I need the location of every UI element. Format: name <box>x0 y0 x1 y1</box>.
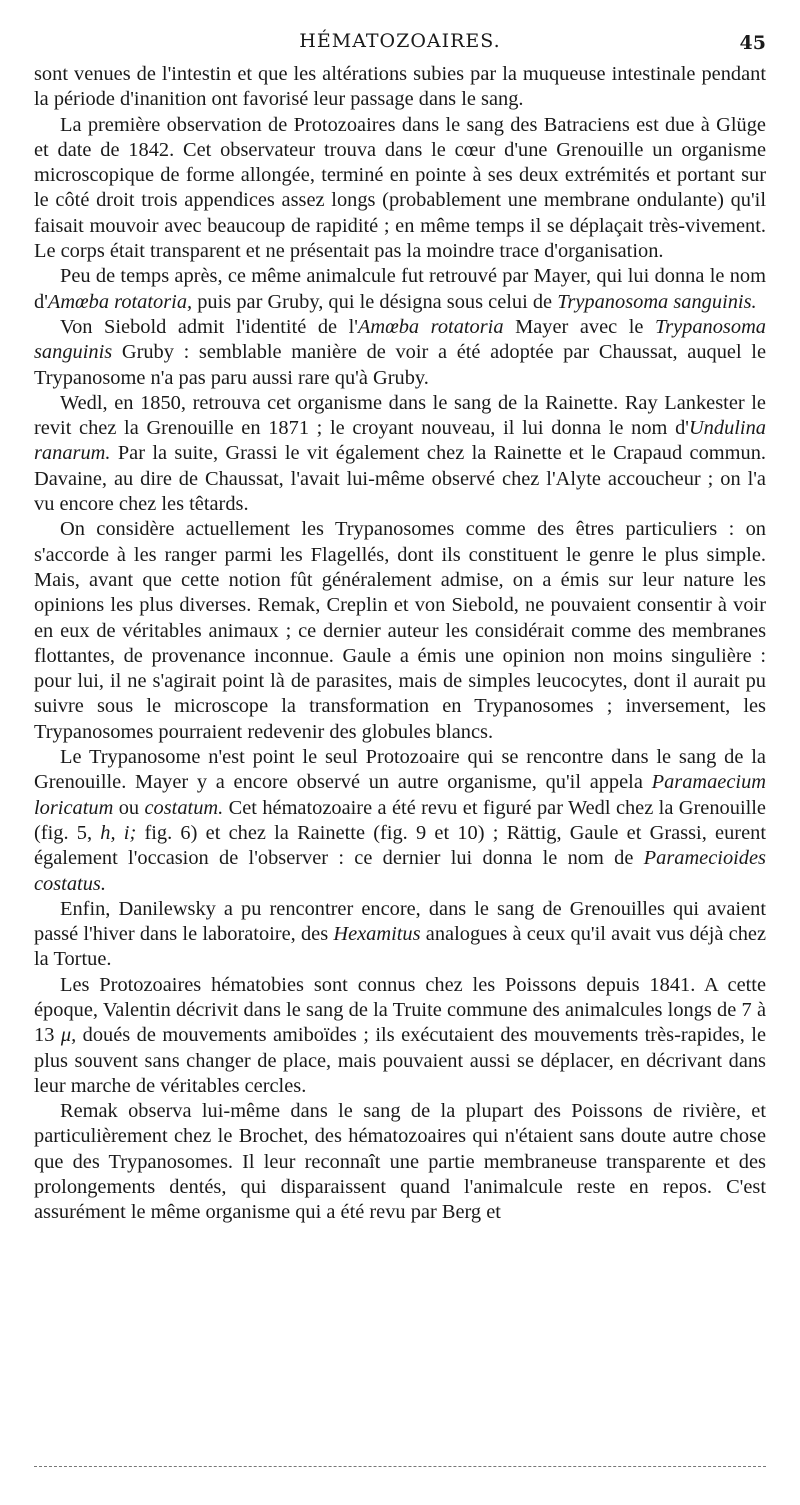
text-run: analogues à ceux qu'il avait vus déjà chez la Tortue. <box>34 923 766 971</box>
text-run: Cet hématozoaire a été revu et figuré par Wedl chez la Grenouille (fig. 5, <box>34 796 766 844</box>
italic-taxon: Paramaecium loricatum <box>34 771 766 819</box>
paragraph-9 <box>34 973 766 1099</box>
paragraph-7 <box>34 745 766 897</box>
paragraph-10: Remak observa lui-même dans le sang de la plupart des Poissons de rivière, et particulièrement chez le Brochet, des hématozoaires qui n'étaient sans doute autre chose que des Trypanosomes. Il leur reconnaît une partie membraneuse transparente et des prolongements dentés, qui disparaissent quand l'animalcule reste en repos. C'est assurément le même organisme qui a été revu par Berg et <box>34 1100 766 1224</box>
italic-unit: μ, <box>60 1024 77 1047</box>
italic-taxon: costatum. <box>144 796 224 819</box>
page-header <box>34 30 766 56</box>
text-run: puis par Gruby, qui le désigna sous celui de <box>192 290 558 313</box>
paragraph-2: La première observation de Protozoaires dans le sang des Batraciens est due à Glüge et date de 1842. Cet observateur trouva dans le cœur d'une Grenouille un organisme microscopique de forme allongée, terminé en pointe à ses deux extrémités et portant sur le côté droit trois appendices assez longs (probablement une membrane ondulante) qu'il faisait mouvoir avec beaucoup de rapidité ; en même temps il se déplaçait très-vivement. Le corps était transparent et ne présentait pas la moindre trace d'organisation. <box>34 113 766 263</box>
text-run: Peu de temps après, ce même animalcule fut retrouvé par Mayer, qui lui donna le nom d' <box>34 265 766 313</box>
footer-divider <box>34 1466 766 1467</box>
text-run: Von Siebold admit l'identité de l' <box>60 315 358 338</box>
italic-taxon: Trypanosoma sanguinis. <box>557 290 757 313</box>
running-title: HÉMATOZOAIRES. <box>299 30 501 52</box>
text-body <box>34 62 766 1382</box>
italic-taxon: Hexamitus <box>333 923 421 946</box>
text-run: fig. 6) et chez la Rainette (fig. 9 et 10) ; Rättig, Gaule et Grassi, eurent également l'occasion de l'observer : ce dernier lui donna le nom de <box>34 821 766 870</box>
text-run: doués de mouvements amiboïdes ; ils exécutaient des mouvements très-rapides, le plus souvent sans changer de place, mais pouvaient aussi se déplacer, en décrivant dans leur marche de véritables cercles. <box>34 1024 766 1097</box>
italic-taxon: Trypanosoma sanguinis <box>34 315 766 364</box>
italic-taxon: Amœba rotatoria, <box>47 290 193 313</box>
text-run: ou <box>113 796 145 819</box>
text-run: Par la suite, Grassi le vit également chez la Rainette et le Crapaud commun. Davaine, au dire de Chaussat, l'avait lui-même observé chez l'Alyte accoucheur ; on l'a vu encore chez les têtards. <box>34 442 766 516</box>
paragraph-8 <box>34 897 766 973</box>
page-number: 45 <box>739 32 766 54</box>
paragraph-5 <box>34 391 766 517</box>
text-run: Mayer avec le <box>503 315 655 338</box>
text-run: Enfin, Danilewsky a pu rencontrer encore, dans le sang de Grenouilles qui avaient passé l'hiver dans le laboratoire, des <box>34 897 766 946</box>
text-run: Gruby : semblable manière de voir a été adoptée par Chaussat, auquel le Trypanosome n'a pas paru aussi rare qu'à Gruby. <box>34 341 766 389</box>
paragraph-4 <box>34 315 766 391</box>
paragraph-1: sont venues de l'intestin et que les altérations subies par la muqueuse intestinale pendant la période d'inanition ont favorisé leur passage dans le sang. <box>34 63 766 111</box>
paragraph-3 <box>34 264 766 315</box>
text-run: Le Trypanosome n'est point le seul Protozoaire qui se rencontre dans le sang de la Grenouille. Mayer y a encore observé un autre organisme, qu'il appela <box>34 746 766 794</box>
paragraph-6: On considère actuellement les Trypanosomes comme des êtres particuliers : on s'accorde à les ranger parmi les Flagellés, dont ils constituent le genre le plus simple. Mais, avant que cette notion fût généralement admise, on a émis sur leur nature les opinions les plus diverses. Remak, Creplin et von Siebold, ne pouvaient consentir à voir en eux de véritables animaux ; ce dernier auteur les considérait comme des membranes flottantes, de provenance inconnue. Gaule a émis une opinion non moins singulière : pour lui, il ne s'agirait point là de parasites, mais de simples leucocytes, dont il aurait pu suivre sous le microscope la transformation en Trypanosomes ; inversement, les Trypanosomes pourraient redevenir des globules blancs. <box>34 518 766 743</box>
italic-taxon: Undulina ranarum. <box>34 417 766 465</box>
italic-taxon: Paramecioides costatus. <box>34 847 766 895</box>
italic-taxon: Amœba rotatoria <box>357 315 504 338</box>
text-run: Les Protozoaires hématobies sont connus chez les Poissons depuis 1841. A cette époque, Valentin décrivit dans le sang de la Truite commune des animalcules longs de 7 à 13 <box>34 973 766 1047</box>
italic-figure-ref: h, i; <box>100 821 137 844</box>
text-run: Wedl, en 1850, retrouva cet organisme dans le sang de la Rainette. Ray Lankester le revit chez la Grenouille en 1871 ; le croyant nouveau, il lui donna le nom d' <box>34 391 766 440</box>
